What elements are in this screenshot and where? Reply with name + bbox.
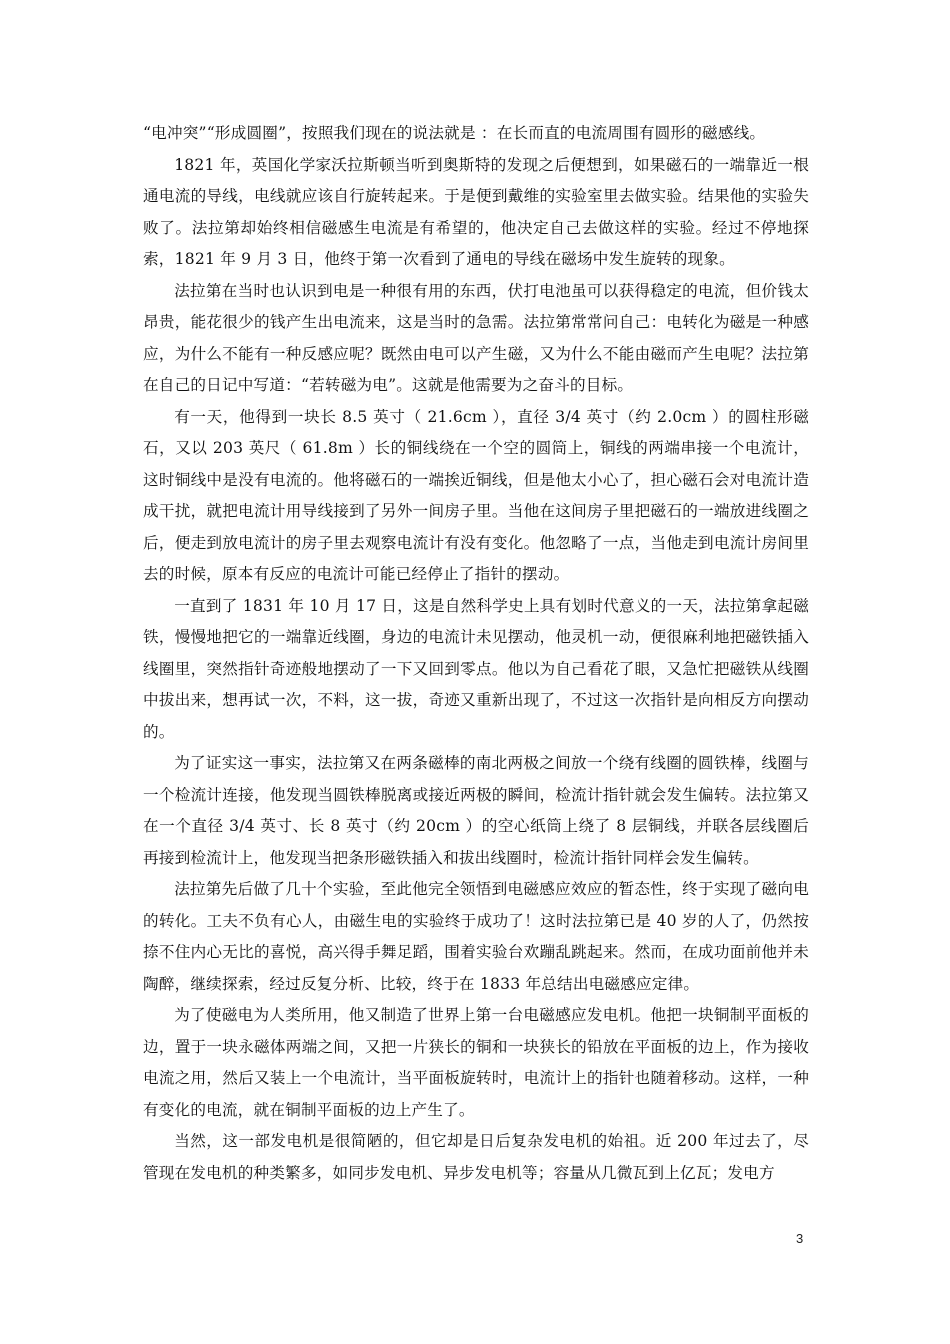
document-body [143,118,809,1189]
paragraph-2: 1821 年，英国化学家沃拉斯顿当听到奥斯特的发现之后便想到，如果磁石的一端靠近一根通电流的导线，电线就应该自行旋转起来。于是便到戴维的实验室里去做实验。结果他的实验失败了。法拉第却始终相信磁感生电流是有希望的，他决定自己去做这样的实验。经过不停地探索，1821 年 9 月 3 日，他终于第一次看到了通电的导线在磁场中发生旋转的现象。 [143,155,809,268]
paragraph-4: 有一天，他得到一块长 8.5 英寸（ 21.6cm ），直径 3/4 英寸（约 2.0cm ）的圆柱形磁石，又以 203 英尺（ 61.8m ）长的铜线绕在一个空的圆筒上，铜线的两端串接一个电流计，这时铜线中是没有电流的。他将磁石的一端挨近铜线，但是他太小心了，担心磁石会对电流计造成干扰，就把电流计用导线接到了另外一间房子里。当他在这间房子里把磁石的一端放进线圈之后，便走到放电流计的房子里去观察电流计有没有变化。他忽略了一点，当他走到电流计房间里去的时候，原本有反应的电流计可能已经停止了指针的摆动。 [143,407,809,583]
paragraph-5: 一直到了 1831 年 10 月 17 日，这是自然科学史上具有划时代意义的一天，法拉第拿起磁铁，慢慢地把它的一端靠近线圈，身边的电流计未见摆动，他灵机一动，便很麻利地把磁铁插入线圈里，突然指针奇迹般地摆动了一下又回到零点。他以为自己看花了眼，又急忙把磁铁从线圈中拔出来，想再试一次，不料，这一拔，奇迹又重新出现了，不过这一次指针是向相反方向摆动的。 [143,596,809,741]
paragraph-8: 为了使磁电为人类所用，他又制造了世界上第一台电磁感应发电机。他把一块铜制平面板的边，置于一块永磁体两端之间，又把一片狭长的铜和一块狭长的铅放在平面板的边上，作为接收电流之用，然后又装上一个电流计，当平面板旋转时，电流计上的指针也随着移动。这样，一种有变化的电流，就在铜制平面板的边上产生了。 [143,1006,809,1119]
page-number: 3 [796,1231,804,1246]
paragraph-7: 法拉第先后做了几十个实验，至此他完全领悟到电磁感应效应的暂态性，终于实现了磁向电的转化。工夫不负有心人，由磁生电的实验终于成功了！这时法拉第已是 40 岁的人了，仍然按捺不住内心无比的喜悦，高兴得手舞足蹈，围着实验台欢蹦乱跳起来。然而，在成功面前他并未陶醉，继续探索，经过反复分析、比较，终于在 1833 年总结出电磁感应定律。 [143,880,809,993]
paragraph-6: 为了证实这一事实，法拉第又在两条磁棒的南北两极之间放一个绕有线圈的圆铁棒，线圈与一个检流计连接，他发现当圆铁棒脱离或接近两极的瞬间，检流计指针就会发生偏转。法拉第又在一个直径 3/4 英寸、长 8 英寸（约 20cm ）的空心纸筒上绕了 8 层铜线，并联各层线圈后再接到检流计上，他发现当把条形磁铁插入和拔出线圈时，检流计指针同样会发生偏转。 [143,754,809,867]
paragraph-1: “电冲突”“形成圆圈”，按照我们现在的说法就是 ：在长而直的电流周围有圆形的磁感线。 [143,124,766,142]
paragraph-3: 法拉第在当时也认识到电是一种很有用的东西，伏打电池虽可以获得稳定的电流，但价钱太昂贵，能花很少的钱产生出电流来，这是当时的急需。法拉第常常问自己：电转化为磁是一种感应，为什么不能有一种反感应呢？既然由电可以产生磁，又为什么不能由磁而产生电呢？法拉第在自己的日记中写道：“若转磁为电”。这就是他需要为之奋斗的目标。 [143,281,809,394]
paragraph-9: 当然，这一部发电机是很简陋的，但它却是日后复杂发电机的始祖。近 200 年过去了，尽管现在发电机的种类繁多，如同步发电机、异步发电机等；容量从几微瓦到上亿瓦；发电方 [143,1132,809,1182]
